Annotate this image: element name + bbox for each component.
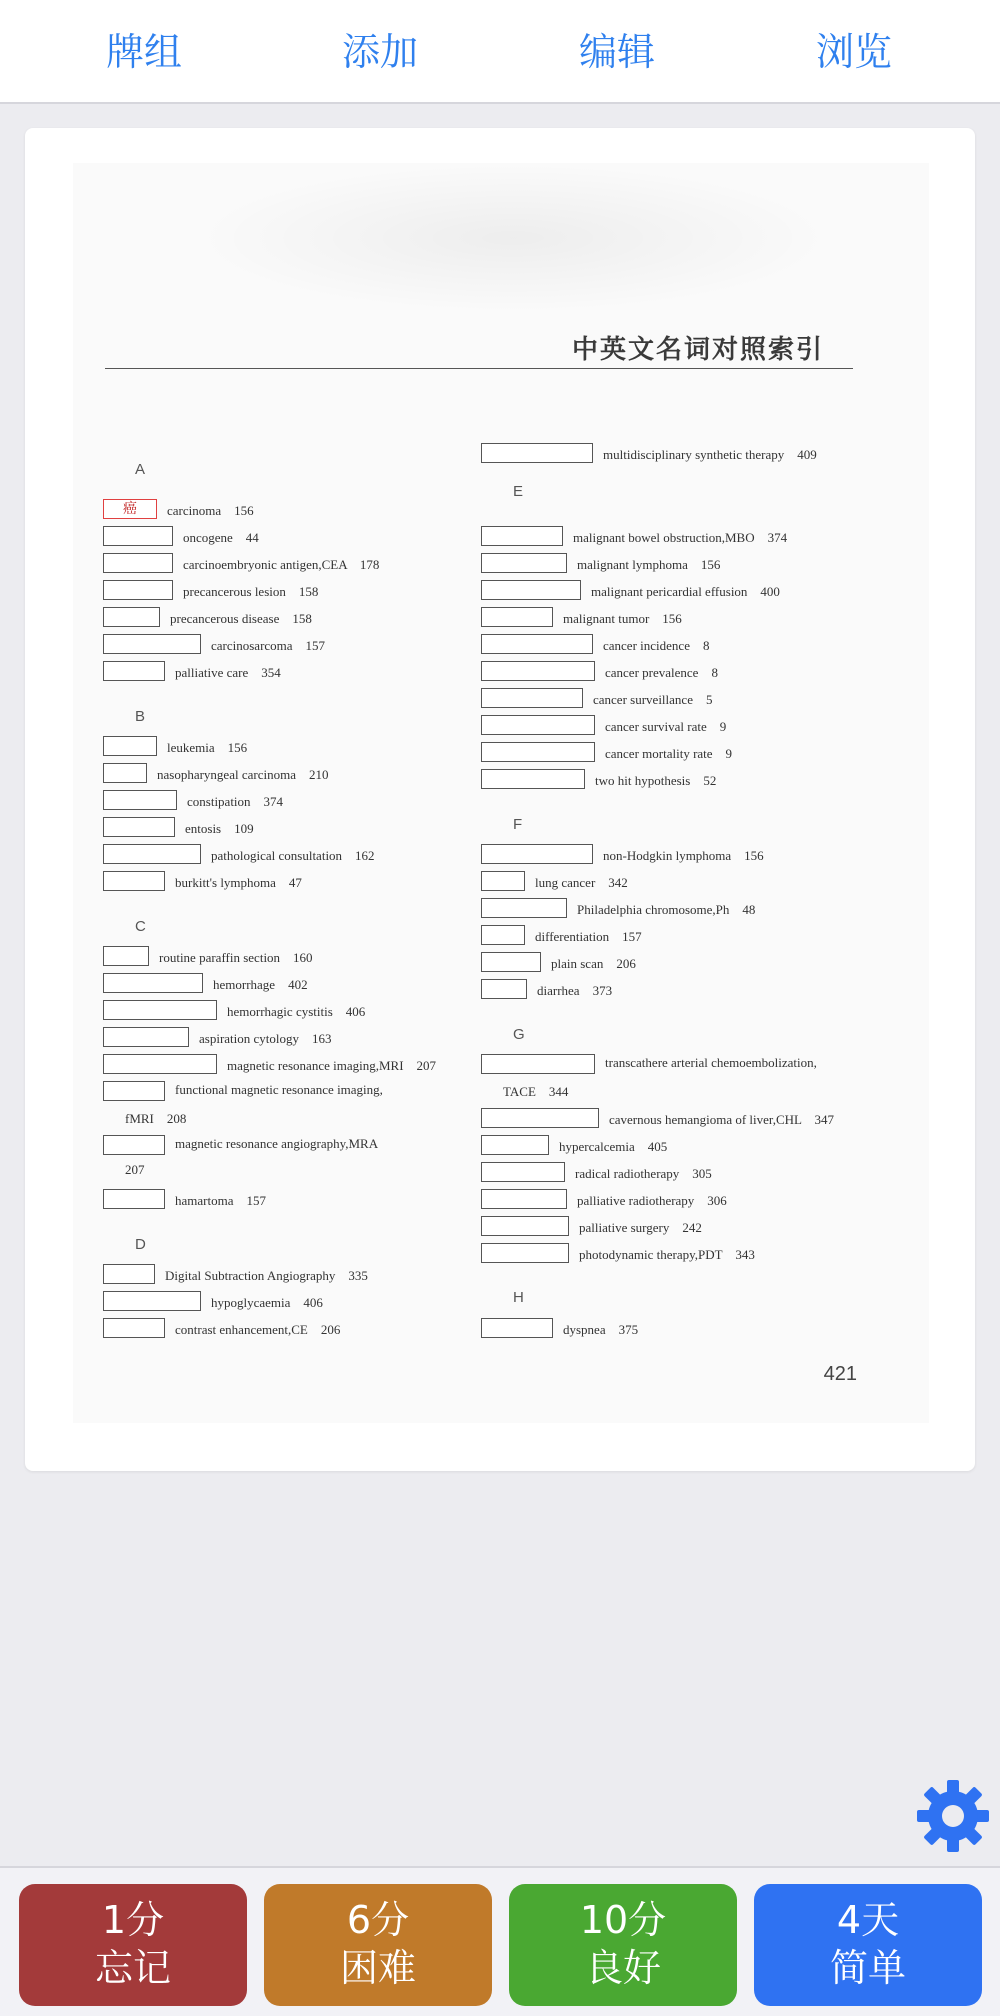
cloze-box[interactable] [103,1291,201,1311]
nav-tab-edit[interactable]: 编辑 [578,30,655,74]
index-entry-text: constipation 374 [187,794,284,809]
hard-interval: 6分 [346,1898,410,1942]
good-label: 良好 [584,1946,661,1990]
index-entry-text: Digital Subtraction Angiography 335 [165,1268,368,1283]
index-entry-text: leukemia 156 [167,740,248,755]
index-entry-text: photodynamic therapy,PDT 343 [579,1247,755,1262]
cloze-box[interactable] [481,1189,567,1209]
cloze-box[interactable] [481,526,563,546]
index-entry-continuation: TACE 344 [503,1084,569,1099]
title-rule [105,368,853,369]
cloze-box[interactable] [103,1081,165,1101]
index-letter: A [135,461,146,478]
index-entry-text: hamartoma 157 [175,1193,266,1208]
again-interval: 1分 [101,1898,165,1942]
index-entry-text: malignant pericardial effusion 400 [591,584,780,599]
cloze-box[interactable] [481,688,583,708]
index-letter: E [513,483,524,500]
flashcard [25,128,975,1471]
cloze-box[interactable] [481,1054,595,1074]
cloze-box[interactable] [481,1216,569,1236]
index-letter: F [513,816,523,833]
index-entry-text: palliative surgery 242 [579,1220,702,1235]
cloze-box[interactable] [481,1162,565,1182]
index-letter: H [513,1289,524,1306]
good-button[interactable] [509,1884,737,2006]
cloze-box[interactable] [481,553,567,573]
nav-tab-add[interactable]: 添加 [341,30,418,74]
index-letter: D [135,1236,146,1253]
cloze-box[interactable] [103,1000,217,1020]
cloze-box[interactable] [103,1318,165,1338]
cloze-box[interactable] [103,661,165,681]
index-entry-text: radical radiotherapy 305 [575,1166,712,1181]
answer-bar [0,1866,1000,2016]
cloze-box[interactable] [103,526,173,546]
index-entry-text: hypercalcemia 405 [559,1139,668,1154]
cloze-box[interactable] [481,1108,599,1128]
index-entry-text: differentiation 157 [535,929,642,944]
cloze-box[interactable] [481,607,553,627]
cloze-box[interactable] [481,898,567,918]
cloze-box[interactable] [103,634,201,654]
index-entry-text: cancer incidence 8 [603,638,710,653]
again-button[interactable] [19,1884,247,2006]
cloze-box[interactable] [103,1054,217,1074]
index-title: 中英文名词对照索引 [571,335,824,365]
index-entry-text: transcathere arterial chemoembolization, [605,1055,817,1070]
cloze-box[interactable] [481,925,525,945]
nav-tab-browse[interactable]: 浏览 [815,30,892,74]
index-entry-text: hypoglycaemia 406 [211,1295,323,1310]
index-entry-text: entosis 109 [185,821,254,836]
index-entry-text: carcinoma 156 [167,503,254,518]
index-entry-text: non-Hodgkin lymphoma 156 [603,848,764,863]
index-entry-continuation: fMRI 208 [125,1111,187,1126]
index-entry-text: cancer prevalence 8 [605,665,718,680]
index-entry-text: aspiration cytology 163 [199,1031,332,1046]
index-entry-text: functional magnetic resonance imaging, [175,1082,383,1097]
index-entry-text: plain scan 206 [551,956,636,971]
index-entry-text: cavernous hemangioma of liver,CHL 347 [609,1112,834,1127]
gear-icon[interactable] [915,1778,991,1854]
cloze-box[interactable] [481,580,581,600]
cloze-box[interactable] [103,817,175,837]
highlighted-cloze-box[interactable]: 癌 [103,499,157,519]
index-letter: C [135,918,146,935]
cloze-box[interactable] [481,715,595,735]
index-letter: B [135,708,146,725]
index-entry-text: malignant bowel obstruction,MBO 374 [573,530,788,545]
index-entry-text: contrast enhancement,CE 206 [175,1322,341,1337]
index-entry-text: precancerous disease 158 [170,611,312,626]
cloze-box[interactable] [103,763,147,783]
index-entry-text: two hit hypothesis 52 [595,773,717,788]
cloze-box[interactable] [481,443,593,463]
cloze-box[interactable] [103,553,173,573]
cloze-box[interactable] [481,769,585,789]
index-entry-text: pathological consultation 162 [211,848,375,863]
index-entry-text: palliative care 354 [175,665,281,680]
cloze-box[interactable] [481,844,593,864]
scan-shadow [193,163,833,313]
cloze-box[interactable] [103,790,177,810]
easy-interval: 4天 [836,1898,900,1942]
cloze-box[interactable] [481,979,527,999]
easy-label: 简单 [829,1946,906,1990]
easy-button[interactable] [754,1884,982,2006]
index-entry-text: magnetic resonance angiography,MRA [175,1136,379,1151]
again-label: 忘记 [94,1946,171,1990]
cloze-box[interactable] [103,580,173,600]
cloze-box[interactable] [103,736,157,756]
scanned-index-page [73,163,929,1423]
page-number: 421 [823,1363,857,1385]
cloze-box[interactable] [103,1264,155,1284]
index-entry-text: carcinosarcoma 157 [211,638,326,653]
cloze-box[interactable] [103,607,160,627]
index-entry-continuation: 207 [125,1162,145,1177]
good-interval: 10分 [579,1898,667,1942]
index-entry-text: nasopharyngeal carcinoma 210 [157,767,329,782]
index-entry-text: Philadelphia chromosome,Ph 48 [577,902,756,917]
hard-label: 困难 [339,1946,416,1990]
cloze-box[interactable] [481,742,595,762]
index-entry-text: dyspnea 375 [563,1322,639,1337]
cloze-box[interactable] [481,1243,569,1263]
cloze-box[interactable] [481,661,595,681]
cloze-box[interactable] [103,871,165,891]
hard-button[interactable] [264,1884,492,2006]
index-entry-text: lung cancer 342 [535,875,628,890]
index-entry-text: precancerous lesion 158 [183,584,319,599]
cloze-box[interactable] [481,1318,553,1338]
index-entry-text: oncogene 44 [183,530,259,545]
index-letter: G [513,1026,525,1043]
cloze-box[interactable] [103,946,149,966]
cloze-box[interactable] [481,871,525,891]
index-entry-text: hemorrhage 402 [213,977,308,992]
top-nav [0,0,1000,104]
index-entry-text: routine paraffin section 160 [159,950,313,965]
index-entry-text: cancer surveillance 5 [593,692,713,707]
index-entry-text: carcinoembryonic antigen,CEA 178 [183,557,380,572]
cloze-box[interactable] [103,1027,189,1047]
cloze-box[interactable] [103,844,201,864]
index-entry-text: burkitt's lymphoma 47 [175,875,302,890]
index-entry-text: malignant lymphoma 156 [577,557,721,572]
index-entry-text: hemorrhagic cystitis 406 [227,1004,366,1019]
index-entry-text: palliative radiotherapy 306 [577,1193,727,1208]
index-entry-text: magnetic resonance imaging,MRI 207 [227,1058,437,1073]
index-entry-text: cancer mortality rate 9 [605,746,733,761]
cloze-box[interactable] [481,634,593,654]
index-entry-text: multidisciplinary synthetic therapy 409 [603,447,817,462]
index-entry-text: cancer survival rate 9 [605,719,727,734]
cloze-box[interactable] [103,1189,165,1209]
nav-tab-decks[interactable]: 牌组 [105,30,182,74]
cloze-box[interactable] [481,1135,549,1155]
cloze-box[interactable] [481,952,541,972]
cloze-box[interactable] [103,973,203,993]
index-entry-text: malignant tumor 156 [563,611,682,626]
cloze-box[interactable] [103,1135,165,1155]
index-entry-text: diarrhea 373 [537,983,613,998]
